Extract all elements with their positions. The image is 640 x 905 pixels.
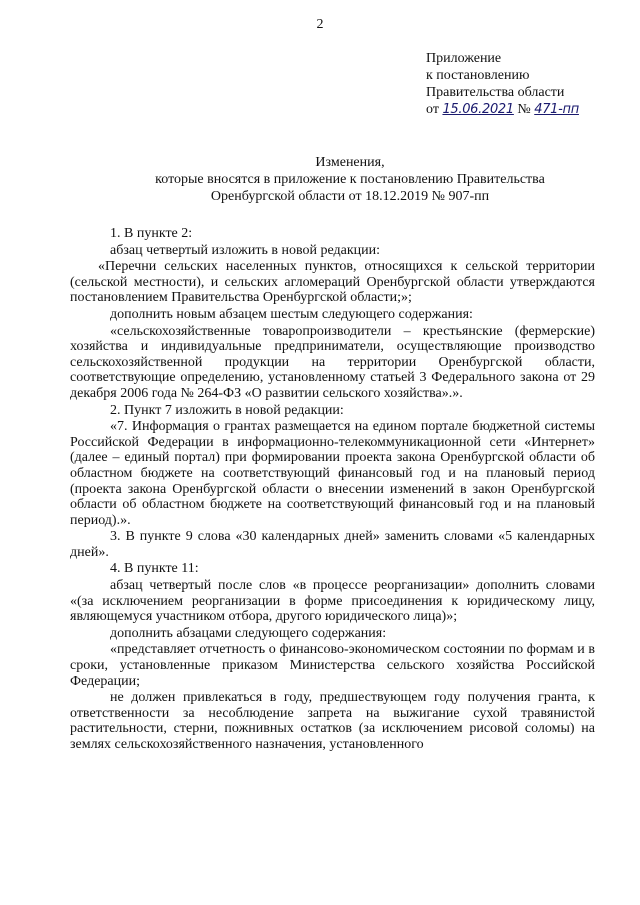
appendix-date-line [426,101,579,118]
paragraph-1: 1. В пункте 2: [110,226,193,241]
paragraph-2: абзац четвертый изложить в новой редакции: [110,242,380,258]
page-number: 2 [316,17,324,32]
paragraph-5: «сельскохозяйственные товаропроизводители – крестьянские (фермерские) хозяйства и индивидуальные предприниматели, осуществляющие производство сельскохозяйственной продукции на территории Оренбургской области, соответствующие определению, установленному статьей 3 Федерального закона от 29 декабря 2006 года № 264-ФЗ «О развитии сельского хозяйства».». [70,323,595,401]
paragraph-12: «представляет отчетность о финансово-экономическом состоянии по формам и в сроки, установленные приказом Министерства сельского хозяйства Российской Федерации; [70,642,595,689]
paragraph-13: не должен привлекаться в году, предшествующем году получения гранта, к ответственности за несоблюдение запрета на выжигание сухой травянистой растительности, стерни, пожнивных остатков (за исключением рисовой соломы) на землях сельскохозяйственного назначения, установленного [70,690,595,752]
title-line-3: Оренбургской области от 18.12.2019 № 907-пп [210,189,490,204]
title-line-2: которые вносятся в приложение к постановлению Правительства [155,172,545,187]
paragraph-7: «7. Информация о грантах размещается на едином портале бюджетной системы Российской Федерации в информационно-телекоммуникационной сети «Интернет» (далее – единый портал) при формировании проекта закона Оренбургской области об областном бюджете на соответствующий финансовый год и на плановый период (проекта закона Оренбургской области о внесении изменений в закон Оренбургской области об областном бюджете на соответствующий финансовый год и на плановый период).». [70,419,595,528]
paragraph-8: 3. В пункте 9 слова «30 календарных дней» заменить словами «5 календарных дней». [70,529,595,560]
paragraph-6: 2. Пункт 7 изложить в новой редакции: [110,402,344,418]
appendix-line-1: Приложение [426,51,502,66]
appendix-block [426,50,579,118]
paragraph-3: «Перечни сельских населенных пунктов, относящихся к сельской территории (сельской местности), и сельских агломераций Оренбургской области утверждаются постановлением Правительства Оренбургской области;»; [70,259,595,306]
appendix-date-prefix: от [426,102,439,117]
appendix-number-sign: № [517,102,531,117]
paragraph-4: дополнить новым абзацем шестым следующего содержания: [110,306,473,322]
document-title [60,154,640,205]
document-body [70,226,595,754]
appendix-line-3: Правительства области [426,85,565,100]
appendix-line-2: к постановлению [426,68,530,83]
paragraph-10: абзац четвертый после слов «в процессе реорганизации» дополнить словами «(за исключением реорганизации в форме присоединения к юридическому лицу, являющемуся участником отбора, другого юридического лица)»; [70,578,595,625]
paragraph-11: дополнить абзацами следующего содержания: [110,625,387,641]
appendix-date: 15.06.2021 [442,102,514,117]
title-line-1: Изменения, [315,155,385,170]
paragraph-9: 4. В пункте 11: [110,561,199,577]
appendix-number: 471-пп [534,102,579,117]
